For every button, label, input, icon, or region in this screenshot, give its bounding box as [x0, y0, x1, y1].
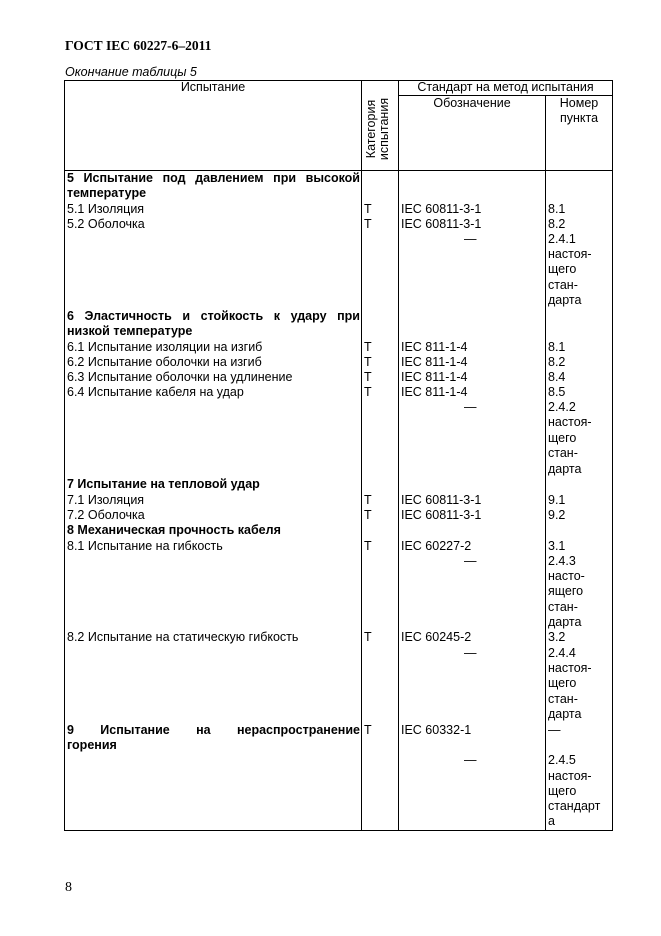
s6-r3-standard: IEC 811-1-4	[401, 370, 468, 384]
s7-r1-category: Т	[364, 493, 372, 507]
test-table	[64, 80, 613, 831]
s6-r1-standard: IEC 811-1-4	[401, 340, 468, 354]
s8-r2b-clause-3: щего	[548, 676, 577, 690]
s5-r3-clause-2: настоя-	[548, 247, 592, 261]
s9-r1-clause: —	[548, 723, 561, 737]
s8-r1b-clause-2: насто-	[548, 569, 585, 583]
section-6-title: 6 Эластичность и стойкость к удару при	[67, 309, 360, 323]
s6-r5-clause-5: дарта	[548, 462, 582, 476]
s5-r1-category: Т	[364, 202, 372, 216]
category-col-divider	[361, 80, 362, 831]
table-caption: Окончание таблицы 5	[65, 65, 197, 79]
s9-r2-clause-4: стандарт	[548, 799, 601, 813]
s8-r2b-clause-5: дарта	[548, 707, 582, 721]
s7-r2-test: 7.2 Оболочка	[67, 508, 145, 522]
s6-r4-standard: IEC 811-1-4	[401, 385, 468, 399]
s6-r4-clause: 8.5	[548, 385, 566, 399]
s8-r1b-clause-3: ящего	[548, 584, 584, 598]
s5-r3-clause-4: стан-	[548, 278, 578, 292]
s6-r5-standard: —	[464, 400, 477, 414]
s8-r2-category: Т	[364, 630, 372, 644]
s8-r2b-clause-2: настоя-	[548, 661, 592, 675]
table-bottom-border	[64, 830, 613, 831]
s6-r2-category: Т	[364, 355, 372, 369]
header-category	[365, 81, 393, 177]
s8-r1b-clause-1: 2.4.3	[548, 554, 576, 568]
s8-r2b-clause-1: 2.4.4	[548, 646, 576, 660]
s5-r1-test: 5.1 Изоляция	[67, 202, 145, 216]
s8-r2-clause: 3.2	[548, 630, 566, 644]
section-7-title: 7 Испытание на тепловой удар	[67, 477, 260, 491]
s6-r4-category: Т	[364, 385, 372, 399]
section-9-title: 9 Испытание на нераспространение	[67, 723, 360, 737]
s8-r2-standard: IEC 60245-2	[401, 630, 472, 644]
s7-r1-test: 7.1 Изоляция	[67, 493, 145, 507]
s6-r1-test: 6.1 Испытание изоляции на изгиб	[67, 340, 263, 354]
s8-r2b-standard: —	[464, 646, 477, 660]
s9-r2-clause-3: щего	[548, 784, 577, 798]
s6-r2-standard: IEC 811-1-4	[401, 355, 468, 369]
s6-r2-clause: 8.2	[548, 355, 566, 369]
s6-r1-category: Т	[364, 340, 372, 354]
section-8-title: 8 Механическая прочность кабеля	[67, 523, 281, 537]
s5-r1-clause: 8.1	[548, 202, 566, 216]
clause-col-divider	[545, 95, 546, 831]
page-number: 8	[65, 880, 72, 895]
s7-r1-standard: IEC 60811-3-1	[401, 493, 482, 507]
s5-r1-standard: IEC 60811-3-1	[401, 202, 482, 216]
s8-r1-test: 8.1 Испытание на гибкость	[67, 539, 223, 553]
section-6-title-cont: низкой температуре	[67, 324, 193, 338]
s8-r1b-standard: —	[464, 554, 477, 568]
s9-r2-clause-1: 2.4.5	[548, 753, 576, 767]
s6-r1-clause: 8.1	[548, 340, 566, 354]
table-right-border	[612, 80, 613, 831]
document-code: ГОСТ IEC 60227-6–2011	[65, 38, 212, 53]
s8-r1b-clause-5: дарта	[548, 615, 582, 629]
s5-r3-clause-3: щего	[548, 262, 577, 276]
section-5-title-cont: температуре	[67, 186, 147, 200]
s9-r1-standard: IEC 60332-1	[401, 723, 472, 737]
s5-r2-test: 5.2 Оболочка	[67, 217, 145, 231]
s7-r2-category: Т	[364, 508, 372, 522]
s7-r1-clause: 9.1	[548, 493, 566, 507]
s5-r3-clause-5: дарта	[548, 293, 582, 307]
s6-r3-clause: 8.4	[548, 370, 566, 384]
s8-r1-category: Т	[364, 539, 372, 553]
s8-r1-clause: 3.1	[548, 539, 566, 553]
s6-r5-clause-1: 2.4.2	[548, 400, 576, 414]
header-test: Испытание	[180, 80, 246, 94]
s6-r4-test: 6.4 Испытание кабеля на удар	[67, 385, 244, 399]
s7-r2-standard: IEC 60811-3-1	[401, 508, 482, 522]
s6-r5-clause-3: щего	[548, 431, 577, 445]
header-clause-line2: пункта	[559, 111, 599, 125]
s9-r1-category: Т	[364, 723, 372, 737]
s5-r3-clause-1: 2.4.1	[548, 232, 576, 246]
s9-r2-clause-2: настоя-	[548, 769, 592, 783]
section-5-title: 5 Испытание под давлением при высокой	[67, 171, 360, 185]
s5-r2-category: Т	[364, 217, 372, 231]
section-9-title-cont: горения	[67, 738, 117, 752]
header-category-line2: испытания	[377, 97, 391, 161]
s5-r3-standard: —	[464, 232, 477, 246]
s6-r3-category: Т	[364, 370, 372, 384]
header-designation: Обозначение	[433, 96, 511, 110]
s6-r5-clause-2: настоя-	[548, 415, 592, 429]
table-left-border	[64, 80, 65, 831]
s6-r5-clause-4: стан-	[548, 446, 578, 460]
s5-r2-standard: IEC 60811-3-1	[401, 217, 482, 231]
header-category-line1: Категория	[364, 99, 378, 159]
s8-r2b-clause-4: стан-	[548, 692, 578, 706]
header-clause-line1: Номер	[559, 96, 599, 110]
s9-r2-clause-5: а	[548, 814, 555, 828]
s8-r2-test: 8.2 Испытание на статическую гибкость	[67, 630, 299, 644]
s7-r2-clause: 9.2	[548, 508, 566, 522]
header-standard: Стандарт на метод испытания	[417, 80, 594, 94]
s6-r3-test: 6.3 Испытание оболочки на удлинение	[67, 370, 293, 384]
s8-r1-standard: IEC 60227-2	[401, 539, 472, 553]
standard-col-divider	[398, 80, 399, 831]
s5-r2-clause: 8.2	[548, 217, 566, 231]
s8-r1b-clause-4: стан-	[548, 600, 578, 614]
s9-r2-standard: —	[464, 753, 477, 767]
s6-r2-test: 6.2 Испытание оболочки на изгиб	[67, 355, 262, 369]
